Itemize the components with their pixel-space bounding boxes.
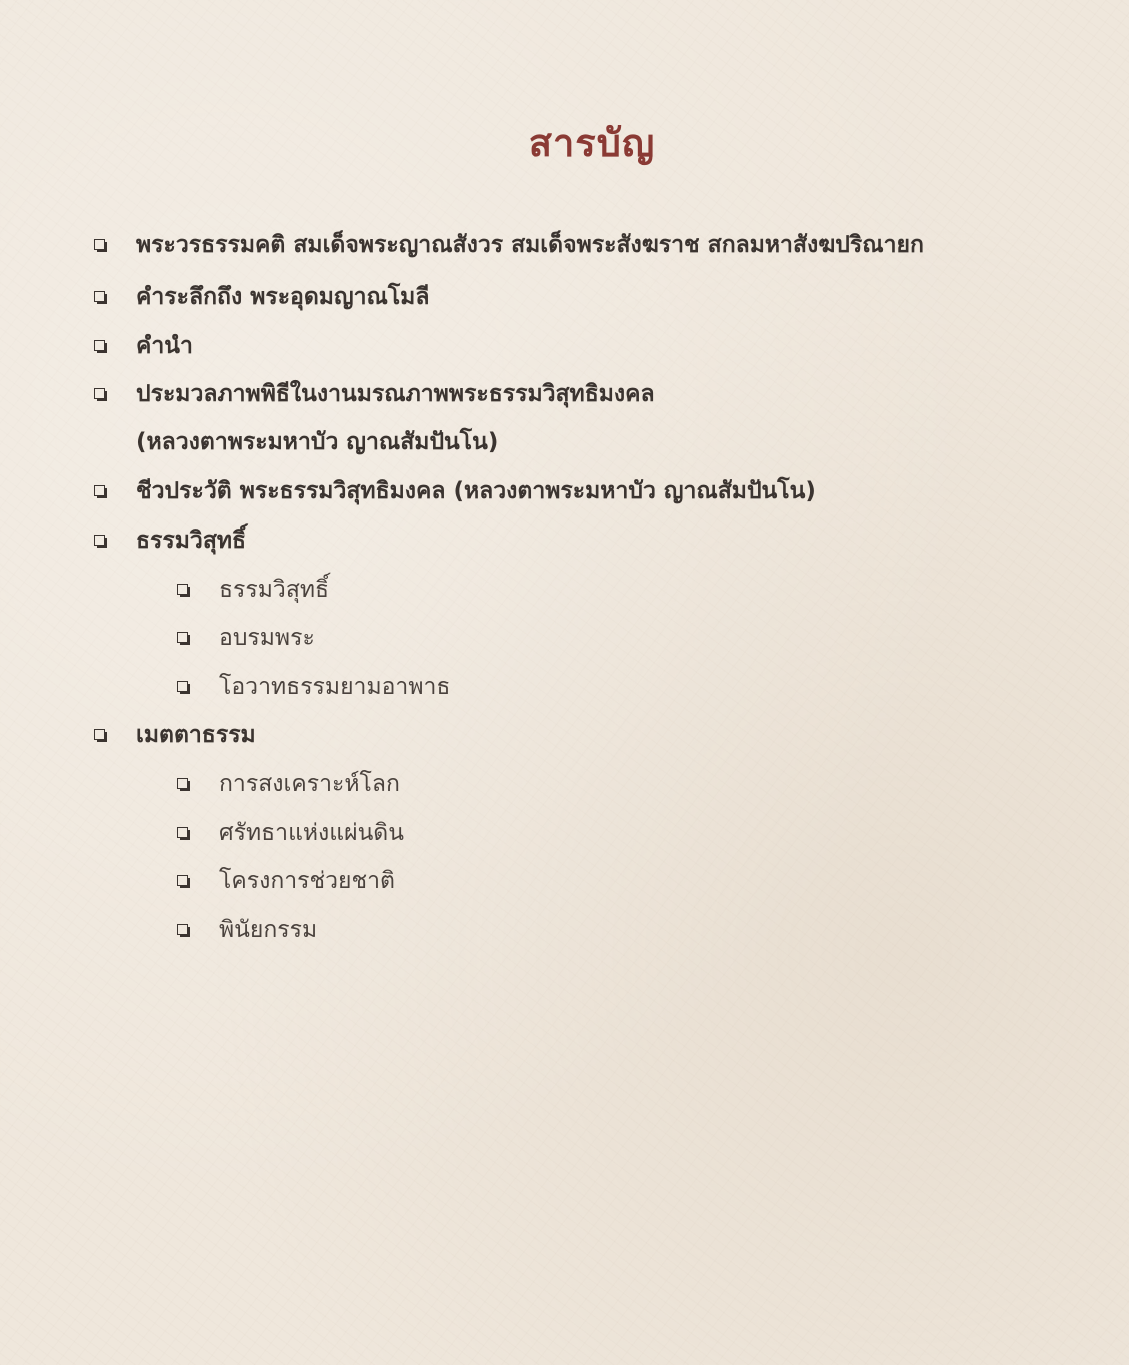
checkbox-bullet-icon: [94, 239, 105, 250]
checkbox-bullet-icon: [94, 340, 105, 351]
toc-subentry-label: โอวาทธรรมยามอาพาธ: [219, 674, 451, 700]
toc-entry-label: ประมวลภาพพิธีในงานมรณภาพพระธรรมวิสุทธิมงคล: [136, 381, 655, 407]
toc-subentry-label: ศรัทธาแห่งแผ่นดิน: [219, 820, 404, 846]
toc-entry-label: พระวรธรรมคติ สมเด็จพระญาณสังวร สมเด็จพระสังฆราช สกลมหาสังฆปริณายก: [136, 232, 924, 258]
toc-subentry-label: การสงเคราะห์โลก: [219, 771, 400, 797]
toc-subentry-label: อบรมพระ: [219, 625, 315, 651]
page-title: สารบัญ: [528, 120, 656, 165]
toc-entry-label: คำระลึกถึง พระอุดมญาณโมลี: [136, 284, 430, 310]
checkbox-bullet-icon: [177, 584, 188, 595]
toc-subentry-label: ธรรมวิสุทธิ์: [219, 577, 330, 603]
toc-entry-label: ธรรมวิสุทธิ์: [136, 528, 247, 554]
checkbox-bullet-icon: [94, 535, 105, 546]
checkbox-bullet-icon: [177, 924, 188, 935]
checkbox-bullet-icon: [94, 729, 105, 740]
checkbox-bullet-icon: [94, 291, 105, 302]
checkbox-bullet-icon: [177, 778, 188, 789]
checkbox-bullet-icon: [94, 485, 105, 496]
toc-subentry-label: โครงการช่วยชาติ: [219, 868, 395, 894]
checkbox-bullet-icon: [177, 681, 188, 692]
toc-entry-label: คำนำ: [136, 333, 193, 359]
toc-entry-label: เมตตาธรรม: [136, 722, 256, 748]
toc-subentry-label: พินัยกรรม: [219, 917, 318, 943]
checkbox-bullet-icon: [94, 388, 105, 399]
checkbox-bullet-icon: [177, 632, 188, 643]
toc-entry-label: ชีวประวัติ พระธรรมวิสุทธิมงคล (หลวงตาพระมหาบัว ญาณสัมปันโน): [136, 478, 816, 504]
checkbox-bullet-icon: [177, 875, 188, 886]
checkbox-bullet-icon: [177, 827, 188, 838]
toc-entry-continuation: (หลวงตาพระมหาบัว ญาณสัมปันโน): [136, 429, 499, 455]
